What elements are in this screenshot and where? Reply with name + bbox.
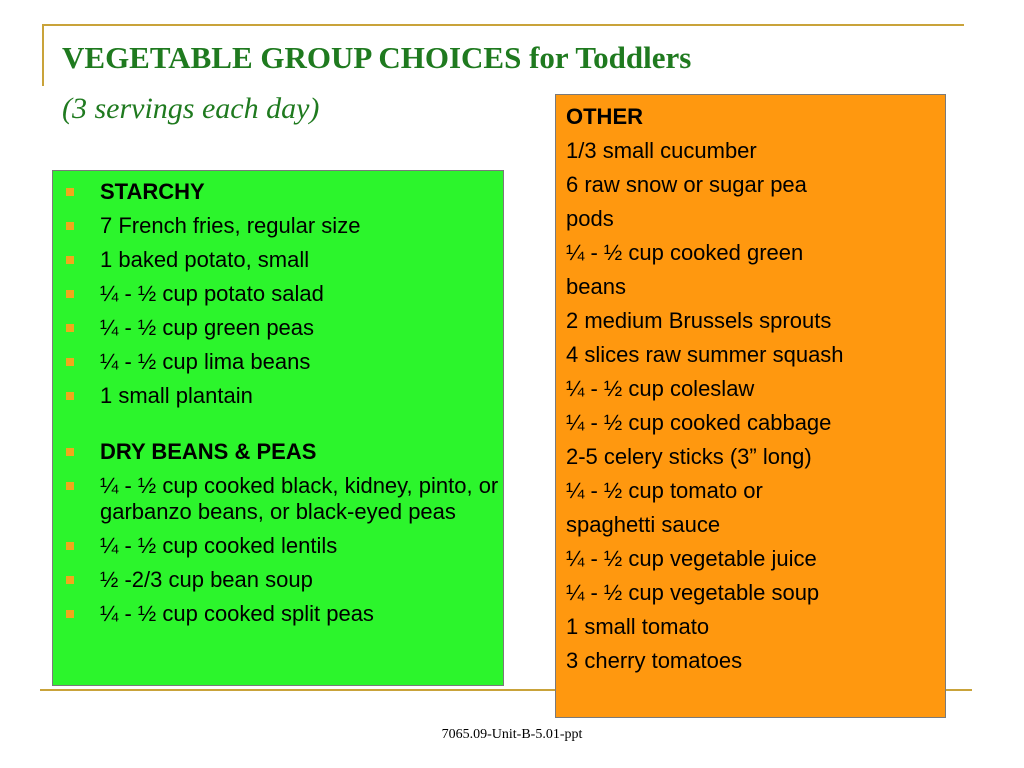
list-item: ¼ - ½ cup cooked split peas xyxy=(53,597,503,631)
list-item: ¼ - ½ cup green peas xyxy=(53,311,503,345)
list-item: 7 French fries, regular size xyxy=(53,209,503,243)
list-item: ¼ - ½ cup cooked black, kidney, pinto, or garbanzo beans, or black-eyed peas xyxy=(53,469,503,529)
other-line: pods xyxy=(566,206,614,231)
other-line: 6 raw snow or sugar pea xyxy=(566,172,807,197)
other-line: ¼ - ½ cup cooked green xyxy=(566,240,804,265)
other-line: 2 medium Brussels sprouts xyxy=(566,308,832,333)
list-item: ¼ - ½ cup cooked lentils xyxy=(53,529,503,563)
dry-beans-list xyxy=(53,435,503,631)
starchy-beans-panel xyxy=(52,170,504,686)
other-line: ¼ - ½ cup cooked cabbage xyxy=(566,410,832,435)
other-line: 2-5 celery sticks (3” long) xyxy=(566,444,812,469)
list-item: 1 baked potato, small xyxy=(53,243,503,277)
list-heading-starchy: STARCHY xyxy=(53,175,503,209)
square-bullet-icon xyxy=(66,324,74,332)
slide-footer: 7065.09-Unit-B-5.01-ppt xyxy=(441,727,583,742)
other-line: 4 slices raw summer squash xyxy=(566,342,844,367)
square-bullet-icon xyxy=(66,482,74,490)
square-bullet-icon xyxy=(66,392,74,400)
other-line: ¼ - ½ cup coleslaw xyxy=(566,376,755,401)
list-spacer xyxy=(53,413,503,435)
slide-subtitle: (3 servings each day) xyxy=(62,92,320,125)
list-item: ¼ - ½ cup potato salad xyxy=(53,277,503,311)
square-bullet-icon xyxy=(66,222,74,230)
slide-title: VEGETABLE GROUP CHOICES for Toddlers xyxy=(62,40,692,75)
other-heading: OTHER xyxy=(566,104,643,129)
top-rule xyxy=(42,24,964,26)
other-line: 1/3 small cucumber xyxy=(566,138,757,163)
list-heading-dry-beans: DRY BEANS & PEAS xyxy=(53,435,503,469)
list-item: ¼ - ½ cup lima beans xyxy=(53,345,503,379)
other-line: ¼ - ½ cup vegetable soup xyxy=(566,580,820,605)
square-bullet-icon xyxy=(66,576,74,584)
starchy-list xyxy=(53,175,503,413)
square-bullet-icon xyxy=(66,256,74,264)
square-bullet-icon xyxy=(66,188,74,196)
other-line: ¼ - ½ cup tomato or xyxy=(566,478,763,503)
list-item: ½ -2/3 cup bean soup xyxy=(53,563,503,597)
square-bullet-icon xyxy=(66,290,74,298)
other-line: 3 cherry tomatoes xyxy=(566,648,743,673)
other-line: spaghetti sauce xyxy=(566,512,721,537)
other-line: 1 small tomato xyxy=(566,614,710,639)
other-vegetables-panel xyxy=(555,94,946,718)
other-line: beans xyxy=(566,274,626,299)
other-line: ¼ - ½ cup vegetable juice xyxy=(566,546,817,571)
square-bullet-icon xyxy=(66,448,74,456)
list-item: 1 small plantain xyxy=(53,379,503,413)
square-bullet-icon xyxy=(66,358,74,366)
left-rule xyxy=(42,24,44,86)
square-bullet-icon xyxy=(66,542,74,550)
square-bullet-icon xyxy=(66,610,74,618)
